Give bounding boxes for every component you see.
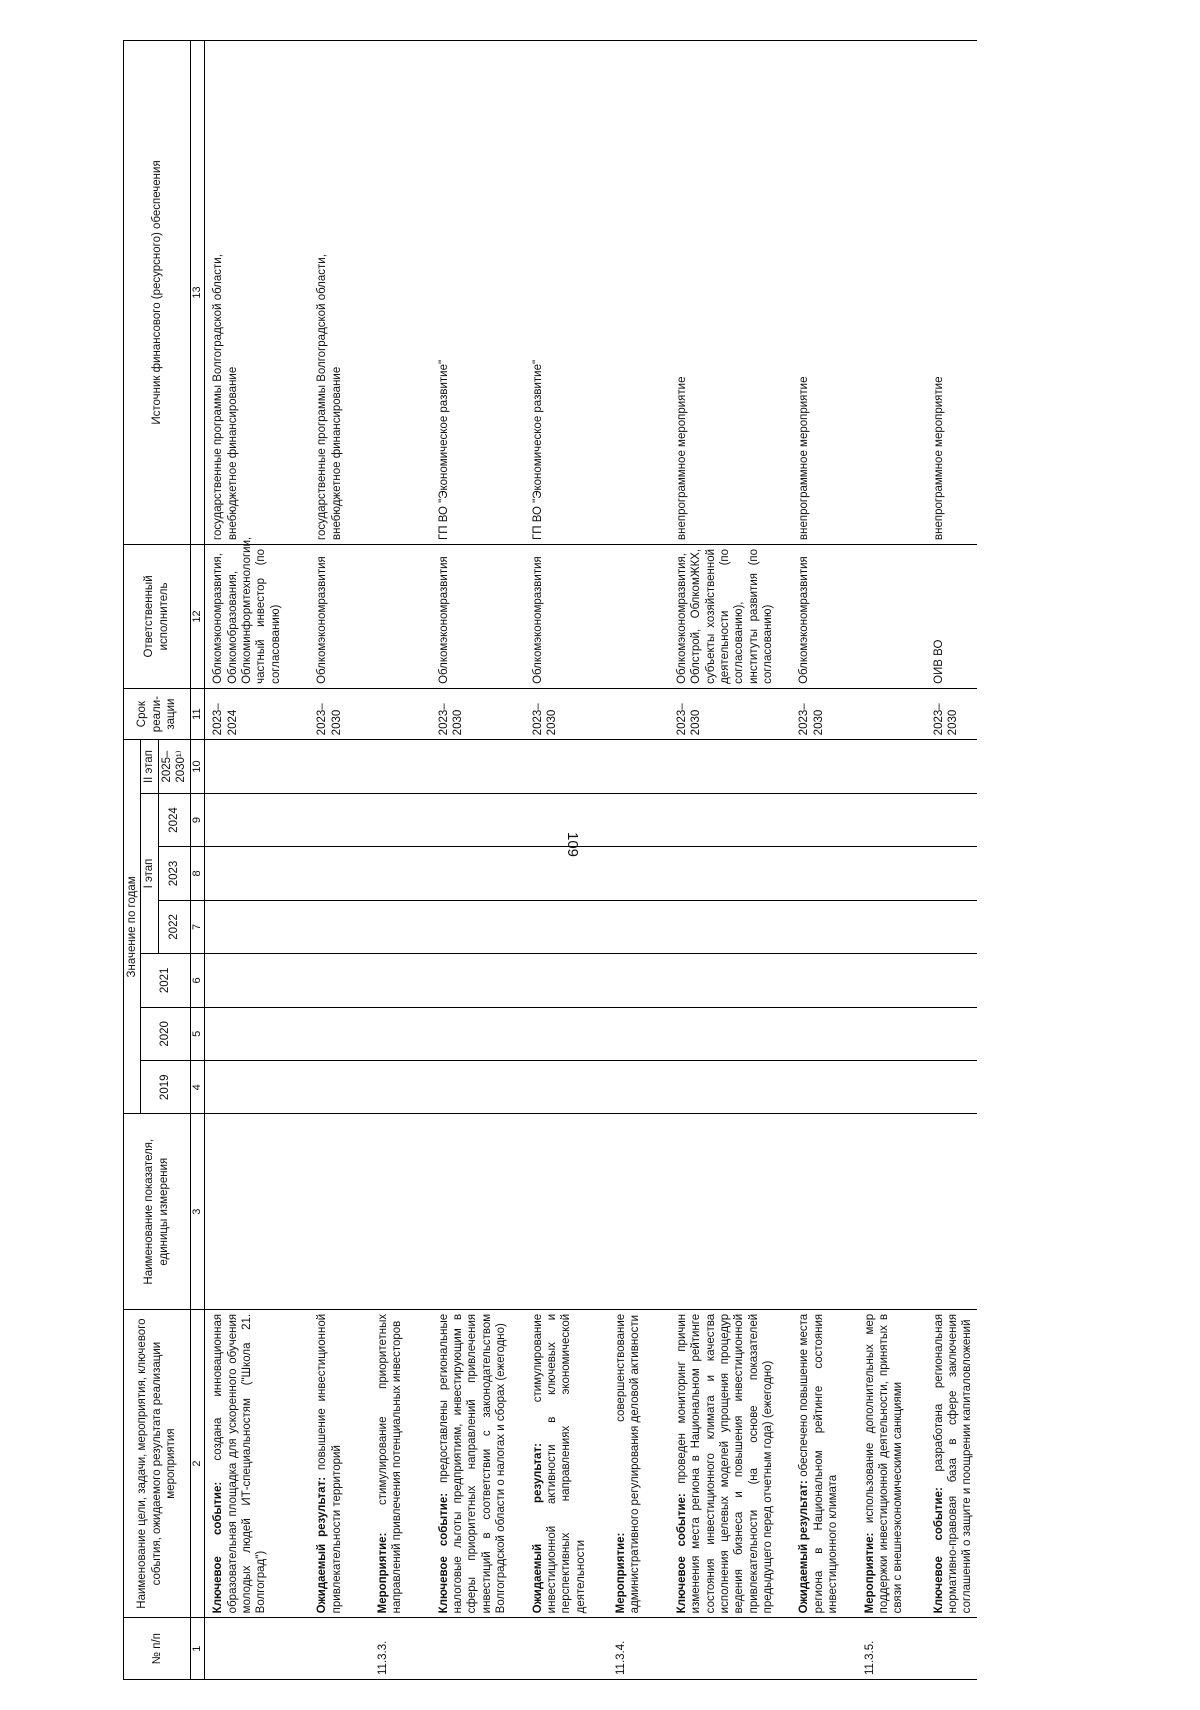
row-number: 11.3.3. bbox=[346, 1618, 407, 1680]
row-value bbox=[777, 900, 842, 953]
row-number bbox=[511, 1618, 591, 1680]
header-2019: 2019 bbox=[141, 1061, 190, 1114]
row-value bbox=[908, 954, 977, 1007]
row-description bbox=[285, 1309, 346, 1617]
row-value bbox=[777, 793, 842, 846]
row-responsible: ОИВ ВО bbox=[908, 544, 977, 688]
col-num-2: 2 bbox=[190, 1309, 205, 1617]
row-text: разработана региональная нормативно-правовая база в сфере заключения соглашений о защите и поощрении капиталовложений bbox=[932, 1313, 974, 1614]
row-indicator bbox=[407, 1114, 511, 1309]
row-value bbox=[407, 954, 511, 1007]
row-description bbox=[645, 1309, 778, 1617]
row-value bbox=[205, 954, 285, 1007]
row-responsible: Облкомэкономразвития bbox=[511, 544, 591, 688]
row-number bbox=[205, 1618, 285, 1680]
row-value bbox=[511, 847, 591, 900]
row-responsible bbox=[590, 544, 645, 688]
row-term: 2023–2024 bbox=[205, 688, 285, 739]
row-description bbox=[590, 1309, 645, 1617]
row-value bbox=[777, 1007, 842, 1060]
row-value bbox=[407, 900, 511, 953]
header-indicator: Наименование показателя, единицы измерения bbox=[124, 1114, 191, 1309]
row-value bbox=[590, 847, 645, 900]
row-text: стимулирование приоритетных направлений привлечения потенциальных инвесторов bbox=[376, 1313, 404, 1614]
row-value bbox=[205, 1007, 285, 1060]
table-row bbox=[777, 41, 842, 1680]
row-value bbox=[843, 1061, 908, 1114]
row-term bbox=[590, 688, 645, 739]
row-label: Ключевое событие: bbox=[212, 1481, 225, 1614]
row-value bbox=[777, 740, 842, 793]
row-text: совершенствование административного регулирования деловой активности bbox=[615, 1313, 642, 1614]
row-value bbox=[645, 1007, 778, 1060]
col-num-10: 10 bbox=[190, 740, 205, 793]
header-2024: 2024 bbox=[158, 793, 190, 846]
header-2023: 2023 bbox=[158, 847, 190, 900]
row-responsible: Облкомэкономразвития bbox=[407, 544, 511, 688]
col-num-7: 7 bbox=[190, 900, 205, 953]
row-value bbox=[407, 847, 511, 900]
row-value bbox=[777, 1061, 842, 1114]
table-row bbox=[285, 41, 346, 1680]
header-stage1: I этап bbox=[141, 793, 158, 953]
col-num-4: 4 bbox=[190, 1061, 205, 1114]
row-text: использование дополнительных мер поддержки инвестиционной деятельности, принятых в связи с внешнеэкономическими санкциями bbox=[863, 1313, 905, 1614]
row-value bbox=[285, 1007, 346, 1060]
row-value bbox=[843, 954, 908, 1007]
col-num-6: 6 bbox=[190, 954, 205, 1007]
row-value bbox=[285, 1061, 346, 1114]
row-number bbox=[407, 1618, 511, 1680]
header-2022: 2022 bbox=[158, 900, 190, 953]
row-responsible bbox=[346, 544, 407, 688]
row-indicator bbox=[590, 1114, 645, 1309]
col-num-8: 8 bbox=[190, 847, 205, 900]
row-number bbox=[908, 1618, 977, 1680]
row-responsible: Облкомэкономразвития, Облкомобразования, Облкоминформтехнологии, частный инвестор (по согласованию) bbox=[205, 544, 285, 688]
row-description bbox=[777, 1309, 842, 1617]
row-source: государственные программы Волгоградской области, внебюджетное финансирование bbox=[205, 41, 285, 545]
table-row bbox=[346, 41, 407, 1680]
row-source: внепрограммное мероприятие bbox=[645, 41, 778, 545]
row-value bbox=[590, 954, 645, 1007]
header-responsible: Ответственный исполнитель bbox=[124, 544, 191, 688]
row-value bbox=[777, 847, 842, 900]
row-value bbox=[777, 954, 842, 1007]
row-value bbox=[285, 740, 346, 793]
row-responsible: Облкомэкономразвития bbox=[777, 544, 842, 688]
row-value bbox=[511, 1061, 591, 1114]
row-value bbox=[843, 847, 908, 900]
col-num-5: 5 bbox=[190, 1007, 205, 1060]
header-2021: 2021 bbox=[141, 954, 190, 1007]
row-indicator bbox=[285, 1114, 346, 1309]
row-indicator bbox=[908, 1114, 977, 1309]
row-responsible: Облкомэкономразвития bbox=[285, 544, 346, 688]
row-label: Ожидаемый результат: bbox=[798, 1480, 811, 1614]
col-num-13: 13 bbox=[190, 41, 205, 545]
row-label: Ключевое событие: bbox=[437, 1492, 450, 1614]
row-value bbox=[590, 793, 645, 846]
measures-table bbox=[123, 40, 977, 1680]
row-description bbox=[346, 1309, 407, 1617]
row-term bbox=[346, 688, 407, 739]
row-text: предоставлены региональные налоговые льготы предприятиям, инвестирующим в сферы приоритетных направлений привлечения инвестиций в соответствии с законодательством Волгоградской области о налогах и сборах (ежегодно) bbox=[437, 1313, 508, 1614]
table-row bbox=[407, 41, 511, 1680]
row-value bbox=[205, 793, 285, 846]
table-row bbox=[511, 41, 591, 1680]
row-value bbox=[645, 847, 778, 900]
row-value bbox=[346, 793, 407, 846]
header-no: № п/п bbox=[124, 1618, 191, 1680]
row-source bbox=[346, 41, 407, 545]
row-term: 2023–2030 bbox=[285, 688, 346, 739]
row-value bbox=[285, 900, 346, 953]
col-num-3: 3 bbox=[190, 1114, 205, 1309]
row-term: 2023–2030 bbox=[777, 688, 842, 739]
row-value bbox=[205, 740, 285, 793]
row-value bbox=[205, 900, 285, 953]
row-value bbox=[645, 954, 778, 1007]
row-description bbox=[407, 1309, 511, 1617]
row-description bbox=[511, 1309, 591, 1617]
row-indicator bbox=[346, 1114, 407, 1309]
row-value bbox=[511, 1007, 591, 1060]
row-number: 11.3.4. bbox=[590, 1618, 645, 1680]
row-indicator bbox=[777, 1114, 842, 1309]
table-row bbox=[645, 41, 778, 1680]
row-source bbox=[843, 41, 908, 545]
row-number bbox=[645, 1618, 778, 1680]
col-num-9: 9 bbox=[190, 793, 205, 846]
header-term: Срок реали-зации bbox=[124, 688, 191, 739]
row-value bbox=[407, 1061, 511, 1114]
row-number bbox=[777, 1618, 842, 1680]
row-value bbox=[346, 954, 407, 1007]
row-value bbox=[843, 793, 908, 846]
row-number bbox=[285, 1618, 346, 1680]
row-value bbox=[346, 900, 407, 953]
header-name: Наименование цели, задачи, мероприятия, ключевого события, ожидаемого результата реализации мероприятия bbox=[124, 1309, 191, 1617]
row-value bbox=[645, 793, 778, 846]
row-value bbox=[407, 793, 511, 846]
row-value bbox=[645, 900, 778, 953]
row-value bbox=[645, 1061, 778, 1114]
row-indicator bbox=[645, 1114, 778, 1309]
row-label: Ожидаемый результат: bbox=[316, 1476, 329, 1614]
row-indicator bbox=[843, 1114, 908, 1309]
row-source: внепрограммное мероприятие bbox=[777, 41, 842, 545]
row-value bbox=[407, 1007, 511, 1060]
row-text: повышение инвестиционной привлекательности территорий bbox=[316, 1313, 343, 1614]
row-source bbox=[590, 41, 645, 545]
row-value bbox=[511, 793, 591, 846]
table-row bbox=[908, 41, 977, 1680]
row-value bbox=[205, 1061, 285, 1114]
row-value bbox=[511, 900, 591, 953]
row-value bbox=[511, 740, 591, 793]
row-number: 11.3.5. bbox=[843, 1618, 908, 1680]
row-source: внепрограммное мероприятие bbox=[908, 41, 977, 545]
row-label: Мероприятие: bbox=[376, 1532, 389, 1614]
row-value bbox=[346, 847, 407, 900]
row-value bbox=[908, 740, 977, 793]
row-value bbox=[843, 900, 908, 953]
row-source: государственные программы Волгоградской области, внебюджетное финансирование bbox=[285, 41, 346, 545]
row-indicator bbox=[205, 1114, 285, 1309]
row-indicator bbox=[511, 1114, 591, 1309]
header-source: Источник финансового (ресурсного) обеспечения bbox=[124, 41, 191, 545]
row-label: Ключевое событие: bbox=[675, 1493, 688, 1614]
header-stage2: II этап bbox=[141, 740, 158, 793]
row-value bbox=[346, 740, 407, 793]
row-value bbox=[285, 954, 346, 1007]
row-label: Ключевое событие: bbox=[932, 1487, 945, 1614]
row-term bbox=[843, 688, 908, 739]
row-value bbox=[590, 1061, 645, 1114]
row-value bbox=[843, 1007, 908, 1060]
row-value bbox=[908, 793, 977, 846]
row-text: создана инновационная образовательная площадка для ускоренного обучения молодых людей ИТ-специальностям ("Школа 21. Волгоград") bbox=[212, 1313, 268, 1614]
row-value bbox=[908, 847, 977, 900]
table-row bbox=[205, 41, 285, 1680]
row-term: 2023–2030 bbox=[645, 688, 778, 739]
row-term: 2023–2030 bbox=[407, 688, 511, 739]
row-label: Мероприятие: bbox=[615, 1532, 627, 1614]
row-value bbox=[511, 954, 591, 1007]
row-value bbox=[590, 900, 645, 953]
row-text: обеспечено повышение места региона в Национальном рейтинге состояния инвестиционного климата bbox=[798, 1313, 840, 1614]
row-value bbox=[908, 900, 977, 953]
row-term: 2023–2030 bbox=[908, 688, 977, 739]
row-source: ГП ВО "Экономическое развитие" bbox=[407, 41, 511, 545]
row-value bbox=[205, 847, 285, 900]
table-row bbox=[843, 41, 908, 1680]
row-value bbox=[346, 1007, 407, 1060]
table-row bbox=[590, 41, 645, 1680]
row-value bbox=[908, 1007, 977, 1060]
row-value bbox=[590, 1007, 645, 1060]
row-description bbox=[843, 1309, 908, 1617]
header-2025-2030: 2025–2030¹⁾ bbox=[158, 740, 190, 793]
row-value bbox=[645, 740, 778, 793]
col-num-12: 12 bbox=[190, 544, 205, 688]
header-2020: 2020 bbox=[141, 1007, 190, 1060]
row-value bbox=[590, 740, 645, 793]
row-responsible bbox=[843, 544, 908, 688]
row-text: проведен мониторинг причин изменения места региона в Национальном рейтинге состояния инвестиционного климата и качества исполнения целевых моделей упрощения процедур ведения бизнеса и повышения инвестиционной привлекательности (на основе показателей предыдущего перед отчетным года) (ежегодно) bbox=[675, 1313, 774, 1614]
row-value bbox=[407, 740, 511, 793]
col-num-11: 11 bbox=[190, 688, 205, 739]
row-term: 2023–2030 bbox=[511, 688, 591, 739]
row-text: стимулирование инвестиционной активности в ключевых и перспективных направлениях экономической деятельности bbox=[531, 1313, 587, 1614]
row-description bbox=[205, 1309, 285, 1617]
row-responsible: Облкомэкономразвития, Облстрой, ОблкомЖКХ, субъекты хозяйственной деятельности (по согласованию), институты развития (по согласованию) bbox=[645, 544, 778, 688]
row-value bbox=[843, 740, 908, 793]
col-num-1: 1 bbox=[190, 1618, 205, 1680]
row-label: Мероприятие: bbox=[863, 1532, 876, 1614]
header-values: Значение по годам bbox=[124, 740, 141, 1114]
row-description bbox=[908, 1309, 977, 1617]
row-value bbox=[285, 847, 346, 900]
row-value bbox=[908, 1061, 977, 1114]
row-label: Ожидаемый результат: bbox=[531, 1443, 544, 1614]
row-source: ГП ВО "Экономическое развитие" bbox=[511, 41, 591, 545]
page-number: 109 bbox=[564, 831, 582, 858]
row-value bbox=[285, 793, 346, 846]
row-value bbox=[346, 1061, 407, 1114]
